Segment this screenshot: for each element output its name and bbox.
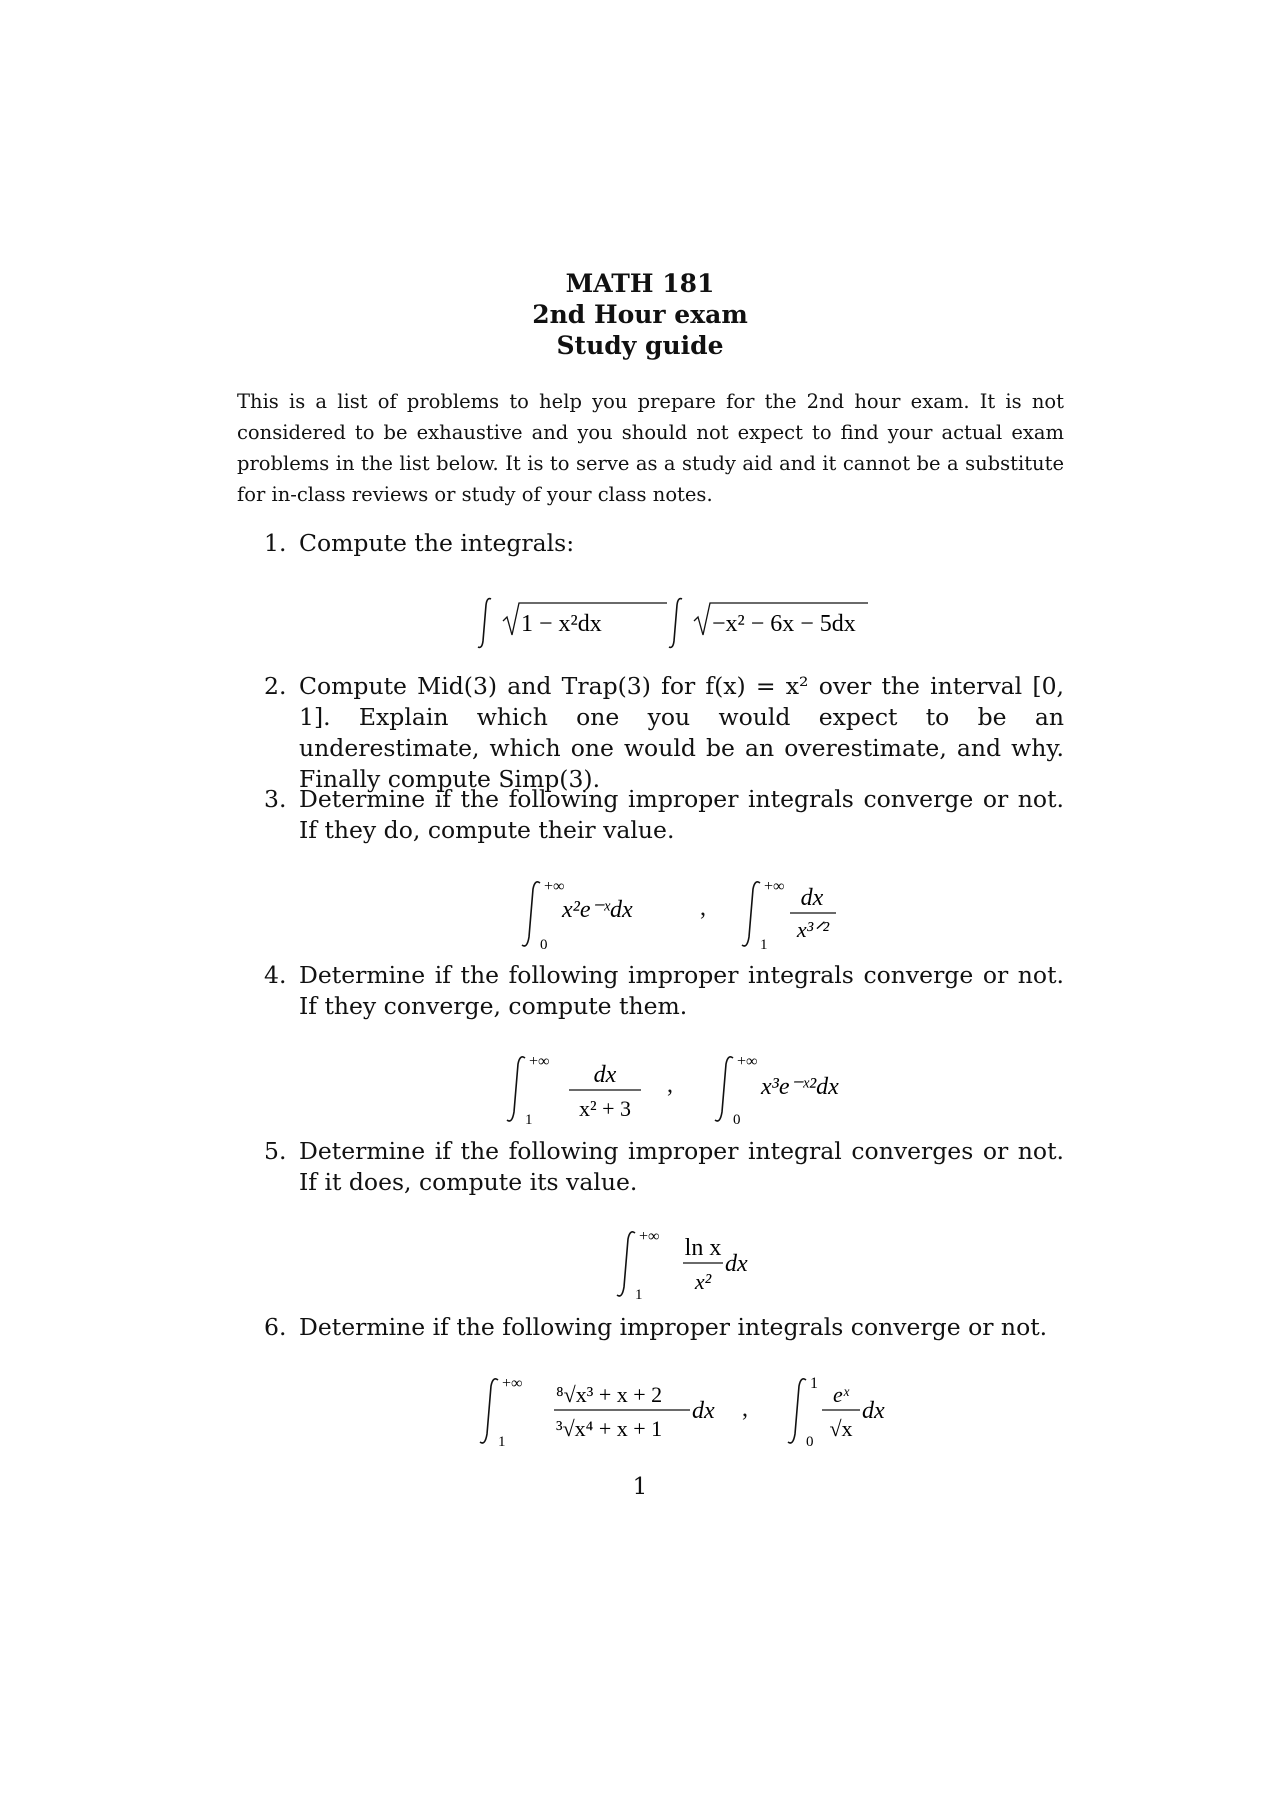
denominator: ³√x⁴ + x + 1 <box>556 1416 663 1441</box>
title-block <box>0 268 1280 361</box>
problem-text: Determine if the following improper integral converges or not. If it does, compute its value. <box>299 1137 1064 1196</box>
integral-sign <box>480 1379 498 1443</box>
numerator: ⁸√x³ + x + 2 <box>556 1382 663 1407</box>
lower-limit: 0 <box>806 1434 814 1450</box>
integral-sign <box>617 1232 635 1296</box>
integral-sign <box>522 882 540 946</box>
improper-integral-4b-svg <box>713 1050 883 1130</box>
problem-number: 5. <box>264 1137 287 1165</box>
upper-limit: 1 <box>810 1375 818 1392</box>
improper-integral-3b <box>740 875 860 955</box>
numerator: dx <box>593 1062 617 1088</box>
integrand: x²e⁻ˣdx <box>562 897 633 923</box>
denominator: x³ᐟ² <box>796 917 830 942</box>
integral-sign <box>669 599 682 648</box>
improper-integral-6b <box>786 1372 906 1452</box>
lower-limit: 1 <box>498 1434 506 1450</box>
upper-limit: +∞ <box>737 1053 758 1070</box>
problem-number: 1. <box>264 529 287 557</box>
separator: , <box>742 1396 748 1422</box>
separator: , <box>700 895 706 921</box>
course-title: MATH 181 <box>565 269 715 298</box>
exam-title: 2nd Hour exam <box>532 300 748 329</box>
problem-2 <box>264 671 1064 795</box>
problem-number: 3. <box>264 785 287 813</box>
problem-4 <box>264 960 1064 1022</box>
lower-limit: 1 <box>525 1112 533 1128</box>
integral-sqrt-2-svg <box>668 595 908 651</box>
problem-5 <box>264 1136 1064 1198</box>
upper-limit: +∞ <box>529 1053 550 1070</box>
upper-limit: +∞ <box>764 878 785 895</box>
improper-integral-4a <box>505 1050 655 1130</box>
upper-limit: +∞ <box>502 1375 523 1392</box>
problem-text: Determine if the following improper integrals converge or not. If they converge, compute them. <box>299 961 1064 1020</box>
lower-limit: 1 <box>760 937 768 953</box>
improper-integral-6a-svg <box>478 1372 738 1452</box>
denominator: √x <box>829 1416 853 1441</box>
improper-integral-6a <box>478 1372 738 1452</box>
problem-text: Determine if the following improper integrals converge or not. <box>299 1313 1048 1341</box>
integrand-tail: dx <box>862 1398 885 1424</box>
integrand: 1 − x²dx <box>521 611 602 637</box>
problem-text: Compute the integrals: <box>299 529 575 557</box>
problem-1 <box>264 528 1064 559</box>
guide-subtitle: Study guide <box>556 331 724 360</box>
problem-number: 2. <box>264 672 287 700</box>
integrand-tail: dx <box>692 1398 715 1424</box>
improper-integral-4a-svg <box>505 1050 655 1130</box>
lower-limit: 0 <box>540 937 548 953</box>
improper-integral-5 <box>615 1225 775 1305</box>
upper-limit: +∞ <box>544 878 565 895</box>
numerator: eˣ <box>833 1382 849 1407</box>
integral-sqrt-1-svg <box>477 595 677 651</box>
integrand: −x² − 6x − 5dx <box>712 611 856 637</box>
integral-sign <box>478 599 491 648</box>
intro-paragraph: This is a list of problems to help you prepare for the 2nd hour exam. It is not considered to be exhaustive and you should not expect to find your actual exam problems in the list below. It is to serve as a study aid and it cannot be a substitute for in-class reviews or study of your class notes. <box>237 390 1064 506</box>
integral-sqrt-2 <box>668 595 908 651</box>
denominator: x² <box>694 1269 712 1294</box>
improper-integral-3b-svg <box>740 875 860 955</box>
integral-sign <box>788 1379 806 1443</box>
improper-integral-3a-svg <box>520 875 690 955</box>
integral-sign <box>715 1057 733 1121</box>
lower-limit: 0 <box>733 1112 741 1128</box>
upper-limit: +∞ <box>639 1228 660 1245</box>
denominator: x² + 3 <box>578 1096 632 1121</box>
problem-3 <box>264 784 1064 846</box>
problem-number: 6. <box>264 1313 287 1341</box>
separator: , <box>667 1072 673 1098</box>
improper-integral-5-svg <box>615 1225 775 1305</box>
integral-sign <box>742 882 760 946</box>
integrand: x³e⁻ˣ²dx <box>761 1074 839 1100</box>
improper-integral-6b-svg <box>786 1372 906 1452</box>
integrand-tail: dx <box>725 1251 748 1277</box>
integral-sign <box>507 1057 525 1121</box>
improper-integral-3a <box>520 875 690 955</box>
problem-text: Compute Mid(3) and Trap(3) for f(x) = x² over the interval [0, 1]. Explain which one you would expect to be an underestimate, which one would be an overestimate, and why. Finally compute Simp(3). <box>299 672 1064 793</box>
problem-6 <box>264 1312 1064 1343</box>
lower-limit: 1 <box>635 1287 643 1303</box>
problem-text: Determine if the following improper integrals converge or not. If they do, compute their value. <box>299 785 1064 844</box>
problem-number: 4. <box>264 961 287 989</box>
integral-sqrt-1 <box>477 595 677 651</box>
numerator: dx <box>800 885 824 911</box>
improper-integral-4b <box>713 1050 883 1130</box>
numerator: ln x <box>684 1235 722 1261</box>
page-number: 1 <box>632 1474 648 1500</box>
